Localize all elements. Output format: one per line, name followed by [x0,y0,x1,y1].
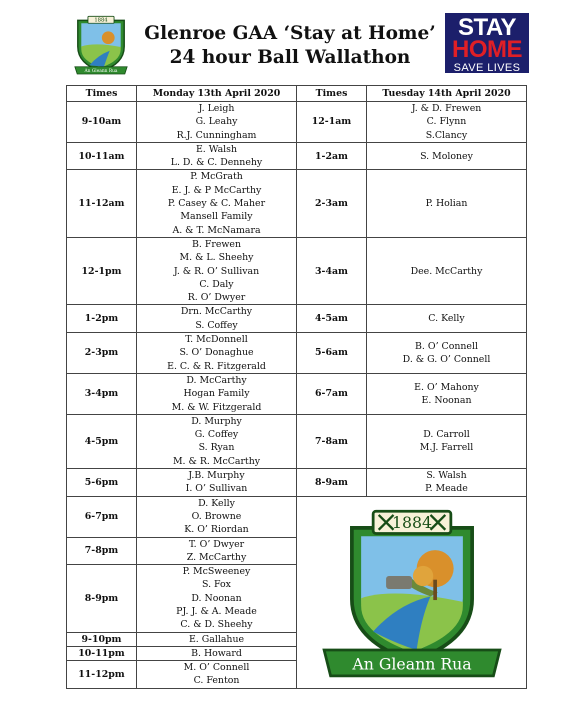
participant-name: S. Moloney [420,150,473,162]
tuesday-participants [367,333,527,374]
monday-time-slot: 5-6pm [67,469,137,497]
participant-name: L. D. & C. Dennehy [170,157,263,169]
participant-name: O. Browne [191,510,242,522]
monday-participants [137,170,297,237]
monday-participants [137,646,297,660]
crest-motto: An Gleann Rua [351,654,472,674]
table-row [67,373,527,414]
participant-name: T. McDonnell [185,334,248,346]
tuesday-time-slot: 7-8am [297,414,367,468]
table-row [67,414,527,468]
monday-participants [137,305,297,333]
tuesday-time-slot: 2-3am [297,170,367,237]
participant-name: M. & W. Fitzgerald [171,401,262,413]
monday-time-slot: 2-3pm [67,333,137,374]
monday-participants [137,414,297,468]
monday-time-slot: 7-8pm [67,537,137,565]
participant-name: Drn. McCarthy [180,306,253,318]
monday-time-slot: 3-4pm [67,373,137,414]
participant-name: PJ. J. & A. Meade [176,605,257,617]
monday-time-slot: 12-1pm [67,237,137,304]
participant-name: R. O’ Dwyer [187,292,246,304]
participant-name: M. O’ Connell [183,662,250,674]
tuesday-participants [367,237,527,304]
tuesday-participants [367,414,527,468]
participant-name: S. Fox [202,579,231,591]
monday-participants [137,102,297,143]
tuesday-participants [367,102,527,143]
tuesday-participants [367,142,527,170]
table-row [67,170,527,237]
participant-name: D. Carroll [423,429,470,441]
monday-time-slot: 6-7pm [67,496,137,537]
tuesday-participants [367,373,527,414]
participant-name: P. Meade [425,483,468,495]
participant-name: S. Coffey [195,319,238,331]
monday-participants [137,237,297,304]
monday-time-slot: 9-10pm [67,632,137,646]
monday-participants [137,537,297,565]
participant-name: S. Ryan [198,442,235,454]
schedule-body [67,102,527,689]
monday-participants [137,142,297,170]
table-row [67,333,527,374]
monday-time-slot: 11-12am [67,170,137,237]
participant-name: J. Leigh [198,103,235,114]
participant-name: E. Gallahue [188,633,245,645]
participant-name: C. Daly [199,278,234,290]
participant-name: B. Frewen [192,238,241,250]
participant-name: P. Holian [425,198,468,210]
monday-time-slot: 9-10am [67,102,137,143]
participant-name: E. Walsh [195,143,238,155]
tuesday-time-slot: 6-7am [297,373,367,414]
header-monday: Monday 13th April 2020 [137,86,297,102]
tuesday-participants [367,305,527,333]
participant-name: S.Clancy [425,129,468,141]
tuesday-participants [367,469,527,497]
participant-name: Dee. McCarthy [410,265,483,277]
monday-time-slot: 10-11am [67,142,137,170]
monday-participants [137,333,297,374]
tuesday-time-slot: 4-5am [297,305,367,333]
participant-name: C. Kelly [428,313,465,325]
title-line-1: Glenroe GAA ‘Stay at Home’ [144,23,436,44]
header-tuesday: Tuesday 14th April 2020 [367,86,527,102]
participant-name: K. O’ Riordan [184,524,249,536]
header-times-mon: Times [67,86,137,102]
participant-name: G. Leahy [195,116,238,128]
participant-name: B. O’ Connell [415,340,478,352]
participant-name: S. O’ Donaghue [179,347,254,359]
participant-name: B. Howard [191,647,242,659]
participant-name: Hogan Family [183,388,250,400]
table-row [67,142,527,170]
monday-time-slot: 4-5pm [67,414,137,468]
participant-name: R.J. Cunningham [176,129,257,141]
crest-small-motto: An Gleann Rua [84,68,118,74]
participant-name: D. & G. O’ Connell [402,353,491,365]
crest-cell [297,496,527,688]
participant-name: E. Noonan [421,394,472,406]
table-row [67,102,527,143]
participant-name: D. McCarthy [186,374,247,386]
participant-name: E. J. & P McCarthy [171,184,262,196]
participant-name: I. O’ Sullivan [185,483,248,495]
badge-line-3: SAVE LIVES [453,62,521,74]
monday-time-slot: 10-11pm [67,646,137,660]
tuesday-time-slot: 8-9am [297,469,367,497]
participant-name: J. & R. O’ Sullivan [173,265,260,277]
monday-participants [137,565,297,632]
tuesday-time-slot: 5-6am [297,333,367,374]
participant-name: P. McSweeney [182,566,251,578]
participant-name: E. O’ Mahony [414,381,479,393]
participant-name: C. Fenton [193,675,240,687]
tuesday-time-slot: 3-4am [297,237,367,304]
participant-name: J.B. Murphy [188,470,245,482]
monday-participants [137,496,297,537]
participant-name: Mansell Family [180,211,253,223]
monday-participants [137,632,297,646]
table-row [67,496,527,537]
crest-year: 1884 [391,512,432,532]
page-title [140,22,440,70]
badge-line-1: STAY [457,14,517,41]
title-line-2: 24 hour Ball Wallathon [169,47,411,68]
participant-name: T. O’ Dwyer [188,538,245,550]
stay-home-badge [445,13,529,73]
monday-time-slot: 11-12pm [67,661,137,689]
monday-time-slot: 8-9pm [67,565,137,632]
participant-name: C. & D. Sheehy [180,619,253,631]
club-crest-icon [317,502,507,687]
participant-name: M.J. Farrell [419,442,474,454]
table-row [67,305,527,333]
participant-name: M. & L. Sheehy [179,252,254,264]
participant-name: D. Kelly [198,497,235,509]
participant-name: M. & R. McCarthy [172,455,261,467]
table-row [67,469,527,497]
header-times-tue: Times [297,86,367,102]
tuesday-time-slot: 1-2am [297,142,367,170]
participant-name: D. Murphy [191,415,242,427]
table-row [67,237,527,304]
crest-small-year: 1884 [94,17,108,24]
participant-name: P. McGrath [190,171,243,183]
monday-time-slot: 1-2pm [67,305,137,333]
club-crest-small-icon [72,14,130,76]
table-header-row [67,86,527,102]
monday-participants [137,373,297,414]
tuesday-time-slot: 12-1am [297,102,367,143]
badge-line-2: HOME [452,36,522,63]
participant-name: J. & D. Frewen [411,103,482,114]
schedule-table [66,85,527,689]
tuesday-participants [367,170,527,237]
participant-name: A. & T. McNamara [172,224,261,236]
monday-participants [137,469,297,497]
participant-name: G. Coffey [194,429,239,441]
participant-name: S. Walsh [426,470,467,482]
participant-name: D. Noonan [191,592,242,604]
participant-name: Z. McCarthy [186,551,247,563]
participant-name: C. Flynn [426,116,467,128]
participant-name: P. Casey & C. Maher [167,198,266,210]
monday-participants [137,661,297,689]
participant-name: E. C. & R. Fitzgerald [167,360,266,372]
